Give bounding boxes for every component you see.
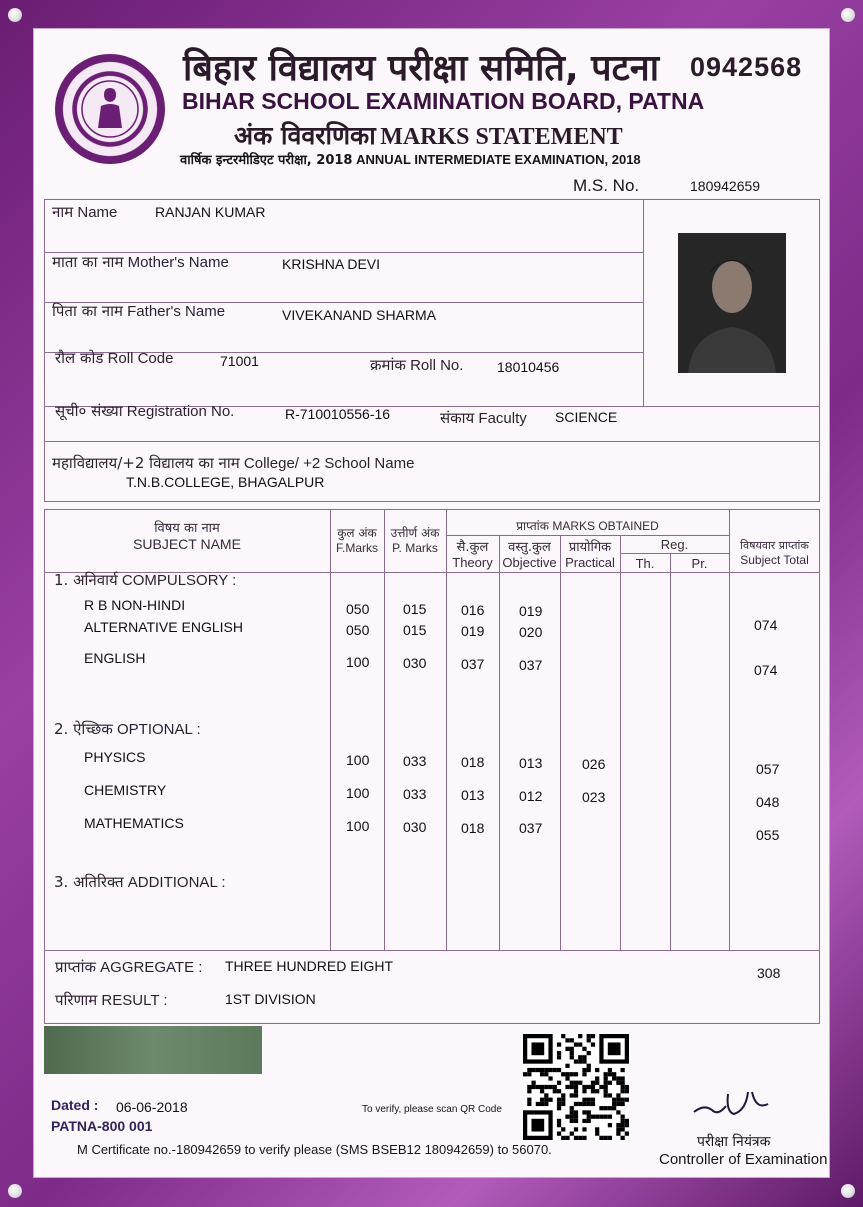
reg-practical-header: Pr.: [691, 556, 708, 571]
pmarks-header-en: P. Marks: [392, 541, 438, 555]
theory-marks: 013: [461, 787, 485, 803]
fmarks-header: [330, 524, 384, 555]
full-marks: 100: [346, 785, 370, 801]
full-marks: 100: [346, 654, 370, 670]
board-title-english: BIHAR SCHOOL EXAMINATION BOARD, PATNA: [182, 88, 705, 114]
theory-marks: 018: [461, 820, 485, 836]
board-seal-icon: [55, 54, 165, 164]
subject-name: ENGLISH: [84, 650, 146, 666]
divider: [620, 553, 729, 554]
subject-header: [44, 518, 330, 552]
fmarks-header-hi: कुल अंक: [337, 526, 377, 540]
subject-header-en: SUBJECT NAME: [133, 536, 241, 552]
faculty-value: SCIENCE: [555, 409, 618, 425]
registration-no: R-710010556-16: [285, 406, 391, 422]
exam-name-english: ANNUAL INTERMEDIATE EXAMINATION, 2018: [356, 152, 641, 167]
faculty-label: [440, 408, 527, 428]
objective-marks: 013: [519, 755, 543, 771]
name-label-en: Name: [77, 204, 118, 221]
divider: [44, 950, 820, 951]
exam-name-hindi: वार्षिक इन्टरमीडिएट परीक्षा, 2018: [180, 153, 353, 168]
objective-header: [499, 537, 560, 570]
registration-label-hi: सूची० संख्या: [55, 402, 123, 420]
subject-total-en: Subject Total: [740, 553, 809, 567]
full-marks: 050: [346, 622, 370, 638]
ms-no-label: M.S. No.: [573, 176, 640, 195]
subject-name: CHEMISTRY: [84, 782, 167, 798]
student-name: RANJAN KUMAR: [155, 204, 266, 220]
mother-label: [52, 252, 229, 272]
full-marks: 100: [346, 818, 370, 834]
divider: [44, 441, 820, 442]
result-value: 1ST DIVISION: [225, 991, 316, 1007]
optional-section: [54, 719, 201, 739]
statement-title-hindi: अंक विवरणिका: [234, 121, 376, 150]
reg-theory-header: Th.: [635, 556, 655, 571]
theory-header: [446, 537, 499, 570]
subject-total: 074: [754, 662, 778, 678]
reg-header: Reg.: [660, 537, 689, 552]
subject-header-hi: विषय का नाम: [154, 521, 220, 536]
theory-marks: 037: [461, 656, 485, 672]
pass-marks: 033: [403, 786, 427, 802]
additional-hi: 3. अतिरिक्त: [54, 873, 124, 891]
col-divider: [560, 535, 561, 950]
subject-name: MATHEMATICS: [84, 815, 184, 831]
board-title-hindi: बिहार विद्यालय परीक्षा समिति, पटना: [183, 48, 660, 89]
compulsory-en: COMPULSORY :: [121, 572, 237, 589]
optional-en: OPTIONAL :: [117, 721, 201, 738]
objective-header-hi: वस्तु.कुल: [508, 540, 551, 555]
subject-name: ALTERNATIVE ENGLISH: [84, 619, 243, 635]
controller-title-hindi: परीक्षा नियंत्रक: [697, 1134, 771, 1150]
fmarks-header-en: F.Marks: [336, 541, 378, 555]
practical-marks: 023: [582, 789, 606, 805]
theory-header-en: Theory: [452, 555, 493, 570]
objective-marks: 037: [519, 820, 543, 836]
result-label: [55, 990, 168, 1010]
aggregate-label: [55, 957, 202, 977]
result-label-hi: परिणाम: [55, 991, 98, 1009]
roll-code-label-hi: रौल कोड: [55, 349, 104, 367]
corner-rivet: [8, 1184, 22, 1198]
pmarks-header-hi: उत्तीर्ण अंक: [390, 526, 440, 540]
pass-marks: 015: [403, 601, 427, 617]
roll-code-label: [55, 348, 173, 368]
aggregate-words: THREE HUNDRED EIGHT: [225, 958, 394, 974]
marks-obtained-en: MARKS OBTAINED: [552, 519, 659, 533]
serial-number: 0942568: [690, 52, 803, 82]
date-value: 06-06-2018: [116, 1099, 188, 1115]
father-label: [52, 301, 225, 321]
col-divider: [670, 553, 671, 950]
subject-name: PHYSICS: [84, 749, 146, 765]
name-label-hi: नाम: [52, 203, 74, 221]
ms-no-value: 180942659: [690, 178, 761, 194]
college-label-hi: महाविद्यालय/+2 विद्यालय का नाम: [52, 454, 240, 472]
aggregate-label-en: AGGREGATE :: [100, 959, 203, 976]
corner-rivet: [841, 1184, 855, 1198]
col-divider: [446, 509, 447, 950]
registration-label: [55, 401, 234, 421]
compulsory-hi: 1. अनिवार्य: [54, 571, 118, 589]
mother-label-hi: माता का नाम: [52, 253, 124, 271]
roll-no-value: 18010456: [497, 359, 560, 375]
subject-total-hi: विषयवार प्राप्तांक: [740, 539, 809, 552]
place-value: PATNA-800 001: [51, 1118, 153, 1134]
faculty-label-en: Faculty: [478, 410, 527, 427]
marks-obtained-header: [446, 517, 729, 534]
subject-total: 074: [754, 617, 778, 633]
college-label-en: College/ +2 School Name: [243, 455, 415, 472]
dated-label: Dated :: [51, 1097, 99, 1113]
divider: [446, 535, 729, 536]
father-name: VIVEKANAND SHARMA: [282, 307, 437, 323]
corner-rivet: [841, 8, 855, 22]
additional-en: ADDITIONAL :: [127, 874, 226, 891]
theory-marks: 019: [461, 623, 485, 639]
name-label: [52, 202, 117, 222]
objective-marks: 019: [519, 603, 543, 619]
verification-qr-code[interactable]: [523, 1034, 629, 1140]
father-label-hi: पिता का नाम: [52, 302, 123, 320]
compulsory-section: [54, 570, 236, 590]
controller-title-english: Controller of Examination: [659, 1151, 828, 1168]
subject-total: 057: [756, 761, 780, 777]
faculty-label-hi: संकाय: [440, 409, 475, 427]
subject-name: R B NON-HINDI: [84, 597, 186, 613]
mother-label-en: Mother's Name: [127, 254, 229, 271]
registration-label-en: Registration No.: [126, 403, 235, 420]
result-label-en: RESULT :: [101, 992, 168, 1009]
roll-no-label: [370, 355, 463, 375]
roll-no-label-en: Roll No.: [410, 357, 464, 374]
aggregate-label-hi: प्राप्तांक: [55, 958, 96, 976]
roll-code-label-en: Roll Code: [107, 350, 174, 367]
full-marks: 100: [346, 752, 370, 768]
practical-marks: 026: [582, 756, 606, 772]
student-photo: [678, 233, 786, 373]
optional-hi: 2. ऐच्छिक: [54, 720, 113, 738]
controller-signature: [690, 1080, 780, 1125]
theory-marks: 016: [461, 602, 485, 618]
exam-name: [180, 150, 641, 168]
theory-marks: 018: [461, 754, 485, 770]
qr-verify-note: To verify, please scan QR Code: [362, 1104, 502, 1115]
college-label: [52, 453, 414, 473]
objective-marks: 037: [519, 657, 543, 673]
col-divider: [330, 509, 331, 950]
pass-marks: 033: [403, 753, 427, 769]
col-divider: [620, 535, 621, 950]
photo-divider: [643, 199, 644, 407]
sms-verify-note: M Certificate no.-180942659 to verify please (SMS BSEB12 180942659) to 56070.: [77, 1142, 552, 1157]
roll-no-label-hi: क्रमांक: [370, 356, 406, 374]
pass-marks: 030: [403, 819, 427, 835]
statement-title-english: MARKS STATEMENT: [380, 124, 623, 150]
objective-marks: 020: [519, 624, 543, 640]
additional-section: [54, 872, 226, 892]
col-divider: [729, 509, 730, 950]
aggregate-value: 308: [757, 965, 781, 981]
subject-total: 055: [756, 827, 780, 843]
full-marks: 050: [346, 601, 370, 617]
col-divider: [499, 535, 500, 950]
pass-marks: 015: [403, 622, 427, 638]
col-divider: [384, 509, 385, 950]
subject-total: 048: [756, 794, 780, 810]
statement-title: [234, 118, 623, 152]
theory-header-hi: सै.कुल: [456, 540, 489, 555]
college-name: T.N.B.COLLEGE, BHAGALPUR: [126, 474, 325, 490]
roll-code-value: 71001: [220, 353, 259, 369]
corner-rivet: [8, 8, 22, 22]
practical-header: [560, 537, 620, 570]
practical-header-en: Practical: [565, 555, 615, 570]
pass-marks: 030: [403, 655, 427, 671]
practical-header-hi: प्रायोगिक: [568, 540, 612, 555]
objective-header-en: Objective: [502, 555, 557, 570]
father-label-en: Father's Name: [127, 303, 226, 320]
marks-obtained-hi: प्राप्तांक: [516, 519, 549, 533]
hologram-stamp: [44, 1026, 262, 1074]
mother-name: KRISHNA DEVI: [282, 256, 381, 272]
pmarks-header: [384, 524, 446, 555]
objective-marks: 012: [519, 788, 543, 804]
subject-total-header: [729, 538, 820, 567]
